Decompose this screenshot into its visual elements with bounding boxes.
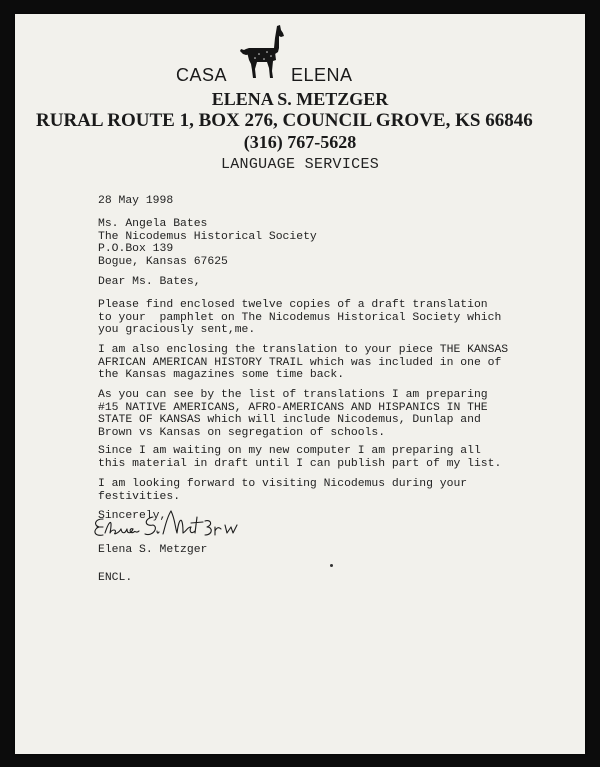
enclosure-note: ENCL. [98, 572, 133, 584]
handwritten-signature [91, 507, 261, 547]
paragraph-line: AFRICAN AMERICAN HISTORY TRAIL which was included in one of [98, 356, 502, 369]
letterhead-services: LANGUAGE SERVICES [220, 156, 380, 173]
letterhead-elena: ELENA [291, 65, 353, 85]
salutation: Dear Ms. Bates, [98, 276, 201, 288]
recipient-line: Ms. Angela Bates [98, 218, 208, 230]
letterhead-casa: CASA [176, 65, 228, 85]
paragraph-line: #15 NATIVE AMERICANS, AFRO-AMERICANS AND HISPANICS IN THE [98, 401, 488, 414]
paragraph-line: you graciously sent,me. [98, 324, 256, 336]
letterhead-phone: (316) 767-5628 [243, 132, 357, 152]
paragraph-line: this material in draft until I can publish part of my list. [98, 457, 502, 470]
letter-date: 28 May 1998 [98, 195, 174, 207]
recipient-line: Bogue, Kansas 67625 [98, 255, 228, 268]
signature-name: Elena S. Metzger [98, 544, 208, 556]
paragraph-line: I am also enclosing the translation to your piece THE KANSAS [98, 344, 509, 356]
recipient-line: P.O.Box 139 [98, 243, 174, 255]
paragraph-line: As you can see by the list of translations I am preparing [98, 389, 488, 401]
ink-dot [330, 564, 333, 567]
recipient-line: The Nicodemus Historical Society [98, 230, 317, 243]
paragraph-line: festivities. [98, 490, 181, 503]
paragraph-line: Since I am waiting on my new computer I am preparing all [98, 445, 481, 457]
paragraph-line: to your pamphlet on The Nicodemus Historical Society which [98, 311, 502, 324]
paragraph-line: I am looking forward to visiting Nicodemus during your [98, 478, 468, 490]
paragraph-line: STATE OF KANSAS which will include Nicodemus, Dunlap and [98, 414, 481, 426]
letterhead-address: RURAL ROUTE 1, BOX 276, COUNCIL GROVE, KS 66846 [36, 110, 533, 131]
paragraph-line: Please find enclosed twelve copies of a draft translation [98, 299, 488, 311]
paragraph-line: the Kansas magazines some time back. [98, 369, 345, 381]
letterhead-name: ELENA S. METZGER [211, 89, 389, 109]
paragraph-line: Brown vs Kansas on segregation of schools. [98, 426, 386, 439]
closing: Sincerely, [98, 510, 167, 522]
llama-icon [237, 24, 289, 84]
letter-page [15, 14, 585, 754]
